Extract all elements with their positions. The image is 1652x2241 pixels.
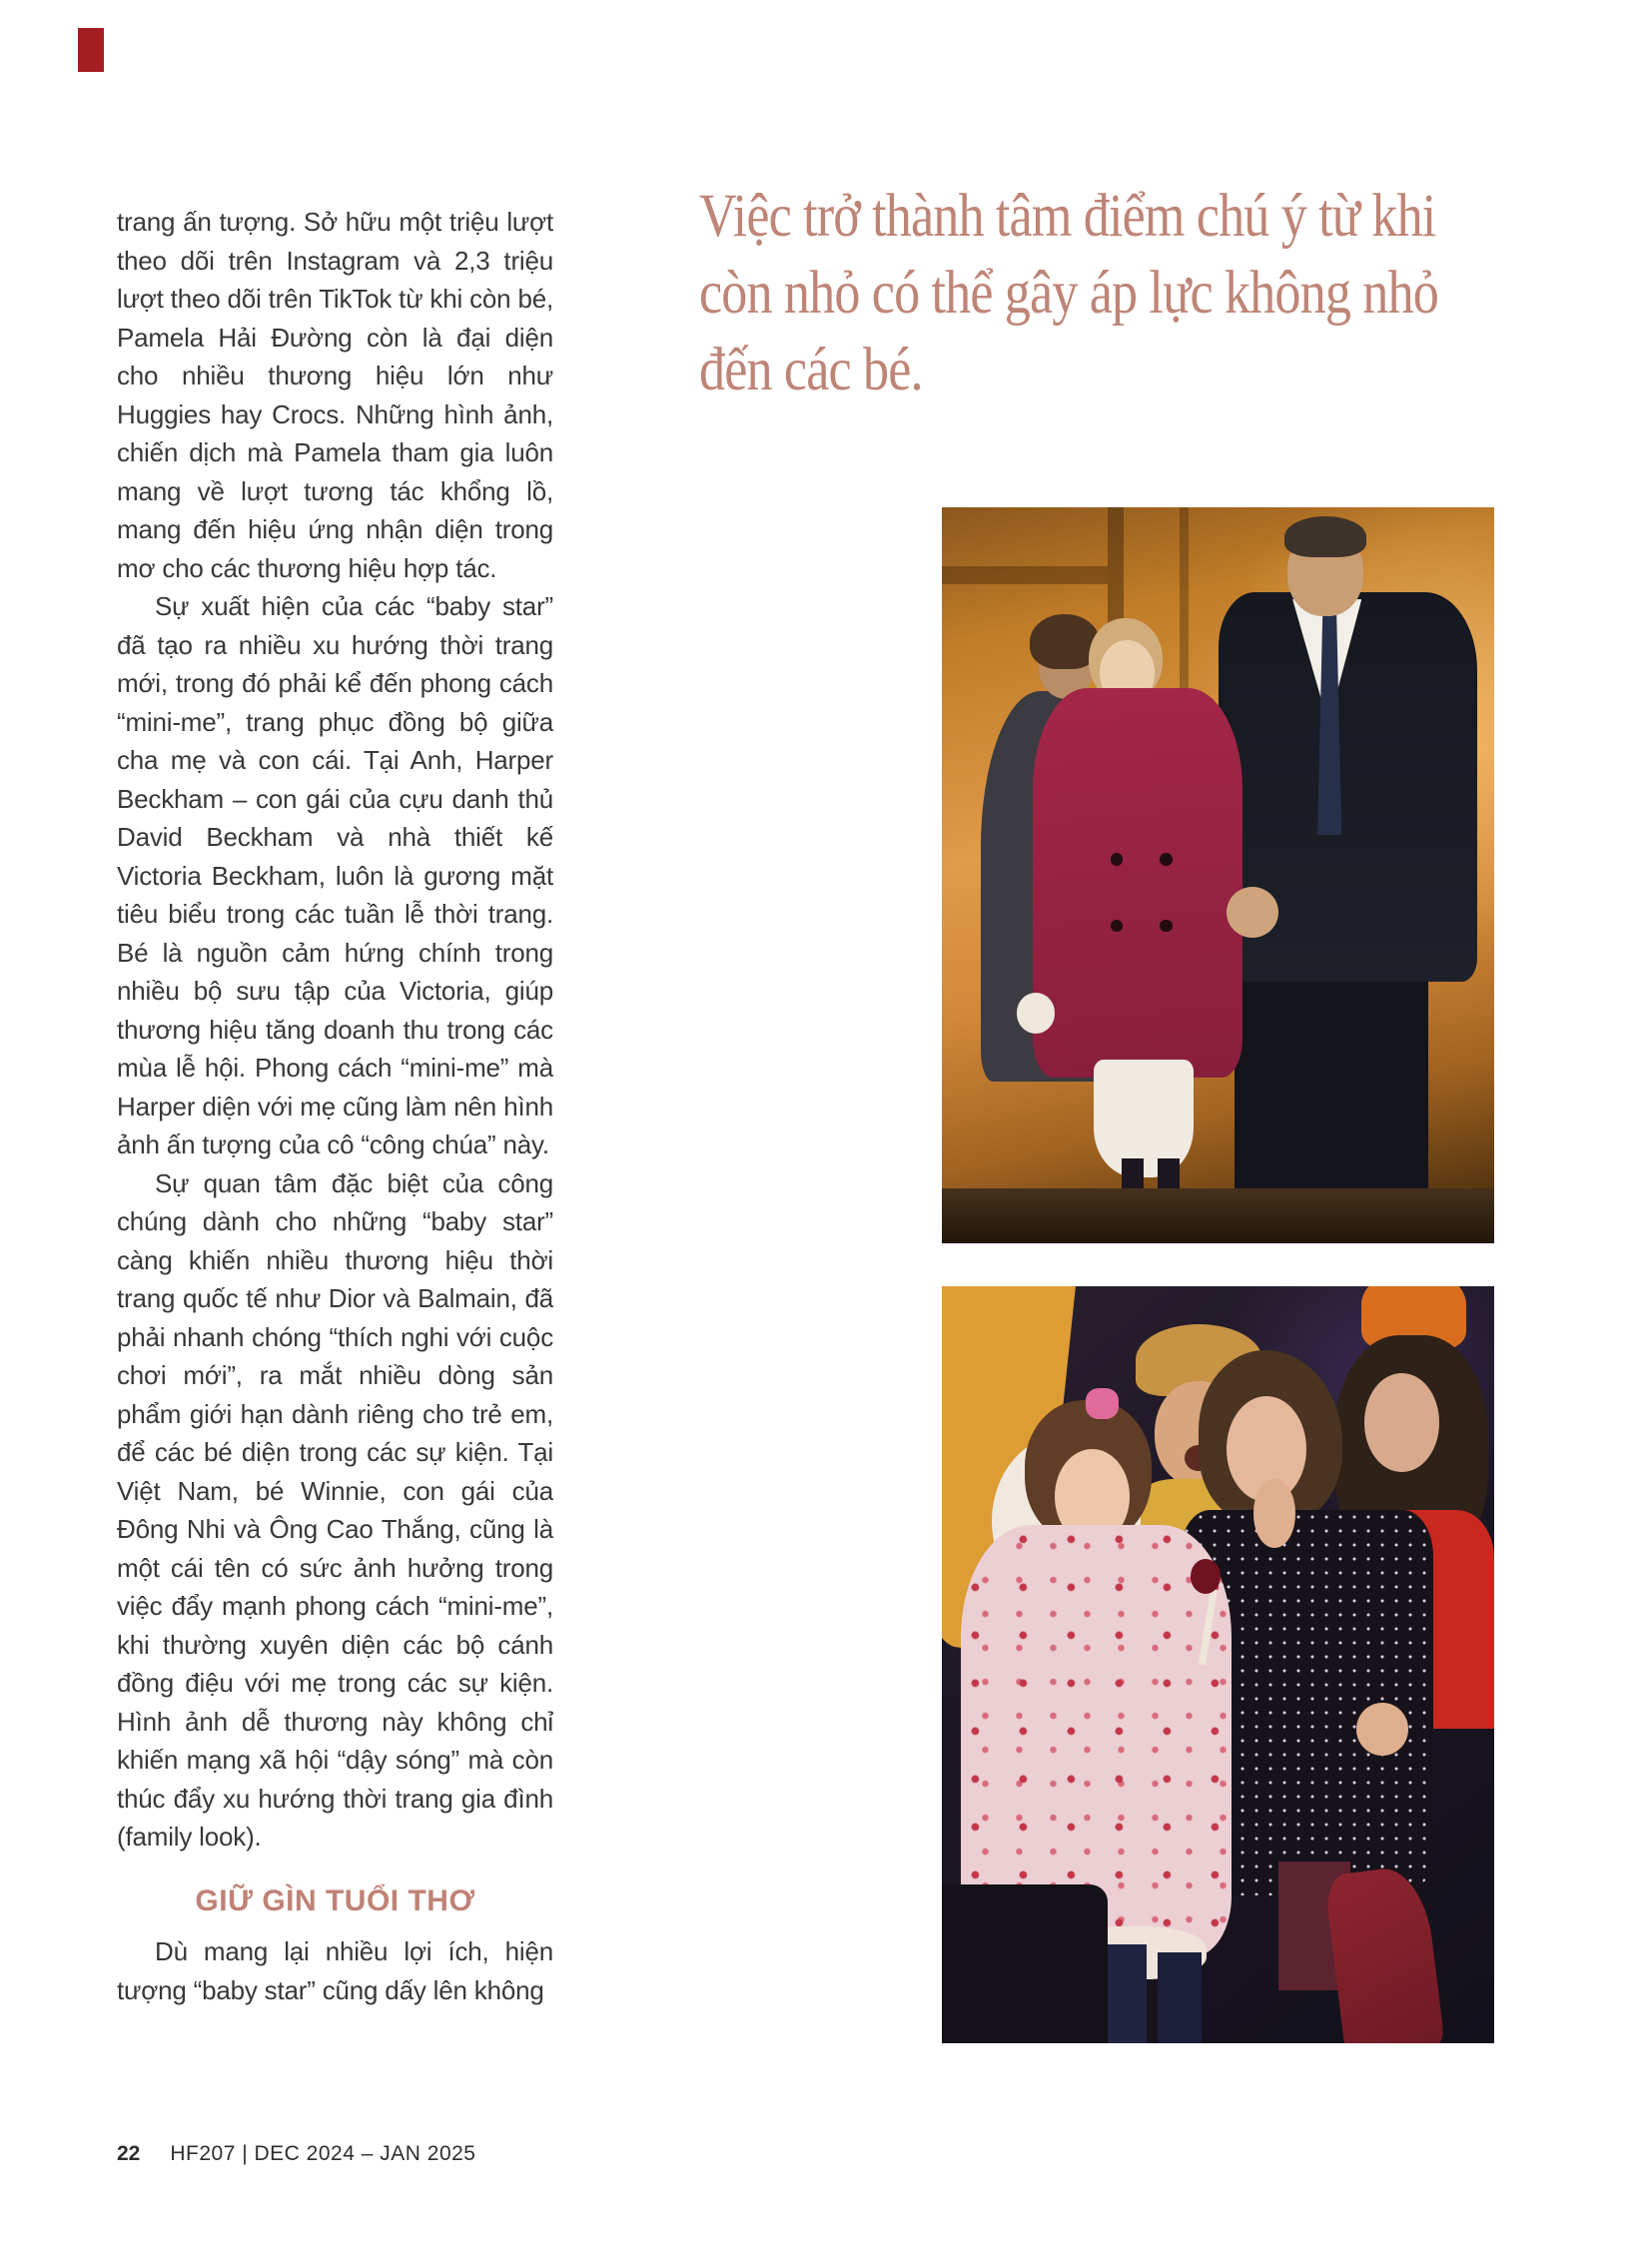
suri-hair-bow-shape	[1086, 1388, 1119, 1418]
door-frame-shape	[942, 566, 1108, 584]
katie-hand-shape	[1356, 1703, 1409, 1756]
coat-button	[1111, 920, 1123, 933]
article-paragraph: Dù mang lại nhiều lợi ích, hiện tượng “baby star” cũng dấy lên không	[117, 1936, 553, 2005]
coat-button	[1111, 853, 1123, 866]
coat-button	[1160, 920, 1172, 933]
article-paragraph: Sự quan tâm đặc biệt của công chúng dành cho những “baby star” càng khiến nhiều thương hiệu thời trang quốc tế như Dior và Balmain, đã phải nhanh chóng “thích nghi với cuộc chơi mới”, ra mắt nhiều dòng sản phẩm giới hạn dành riêng cho trẻ em, để các bé diện trong các sự kiện. Tại Việt Nam, bé Winnie, con gái của Đông Nhi và Ông Cao Thắng, cũng là một cái tên có sức ảnh hưởng trong việc đẩy mạnh phong cách “mini-me”, khi thường xuyên diện các bộ cánh đồng điệu với mẹ trong các sự kiện. Hình ảnh dễ thương này không chỉ khiến mạng xã hội “dậy sóng” mà còn thúc đẩy xu hướng thời trang gia đình (family look).	[117, 1167, 553, 1852]
floor-shape	[942, 1188, 1494, 1243]
article-paragraph: trang ấn tượng. Sở hữu một triệu lượt theo dõi trên Instagram và 2,3 triệu lượt theo dõi trên TikTok từ khi còn bé, Pamela Hải Đường còn là đại diện cho nhiều thương hiệu lớn như Huggies hay Crocs. Những hình ảnh, chiến dịch mà Pamela tham gia luôn mang về lượt tương tác khổng lồ, mang đến hiệu ứng nhận diện trong mơ cho các thương hiệu hợp tác.	[117, 207, 553, 583]
section-heading: GIỮ GÌN TUỔI THƠ	[195, 1883, 475, 1917]
red-corner-mark	[78, 28, 104, 72]
harper-burgundy-coat-shape	[1033, 688, 1242, 1079]
article-paragraph: Sự xuất hiện của các “baby star” đã tạo ra nhiều xu hướng thời trang mới, trong đó phải kể đến phong cách “mini-me”, trang phục đồng bộ giữa cha mẹ và con cái. Tại Anh, Harper Beckham – con gái của cựu danh thủ David Beckham và nhà thiết kế Victoria Beckham, luôn là gương mặt tiêu biểu trong các tuần lễ thời trang. Bé là nguồn cảm hứng chính trong nhiều bộ sưu tập của Victoria, giúp thương hiệu tăng doanh thu trong các mùa lễ hội. Phong cách “mini-me” mà Harper diện với mẹ cũng làm nên hình ảnh ấn tượng của cô “công chúa” này.	[117, 591, 553, 1159]
katie-hand-shape	[1253, 1479, 1294, 1547]
arena-seat-shape	[942, 1884, 1108, 2043]
holding-hands-shape	[1227, 887, 1279, 939]
beckham-trousers-shape	[1235, 949, 1428, 1213]
photo-beckham-harper	[942, 507, 1494, 1243]
harper-cuff-shape	[1017, 993, 1056, 1034]
coat-button	[1160, 853, 1172, 866]
lollipop-candy-shape	[1191, 1559, 1221, 1594]
article-column	[117, 203, 553, 2009]
page-number: 22	[117, 2142, 141, 2165]
pull-quote: Việc trở thành tâm điểm chú ý từ khi còn nhỏ có thể gây áp lực không nhỏ đến các bé.	[699, 183, 1438, 403]
page-footer	[117, 2142, 716, 2166]
suri-leg-shape	[1158, 1952, 1202, 2043]
issue-info: HF207 | DEC 2024 – JAN 2025	[170, 2142, 476, 2165]
photo-suri-katie	[942, 1286, 1494, 2043]
beckham-hair-shape	[1284, 516, 1366, 557]
woman-face-shape	[1364, 1373, 1439, 1472]
